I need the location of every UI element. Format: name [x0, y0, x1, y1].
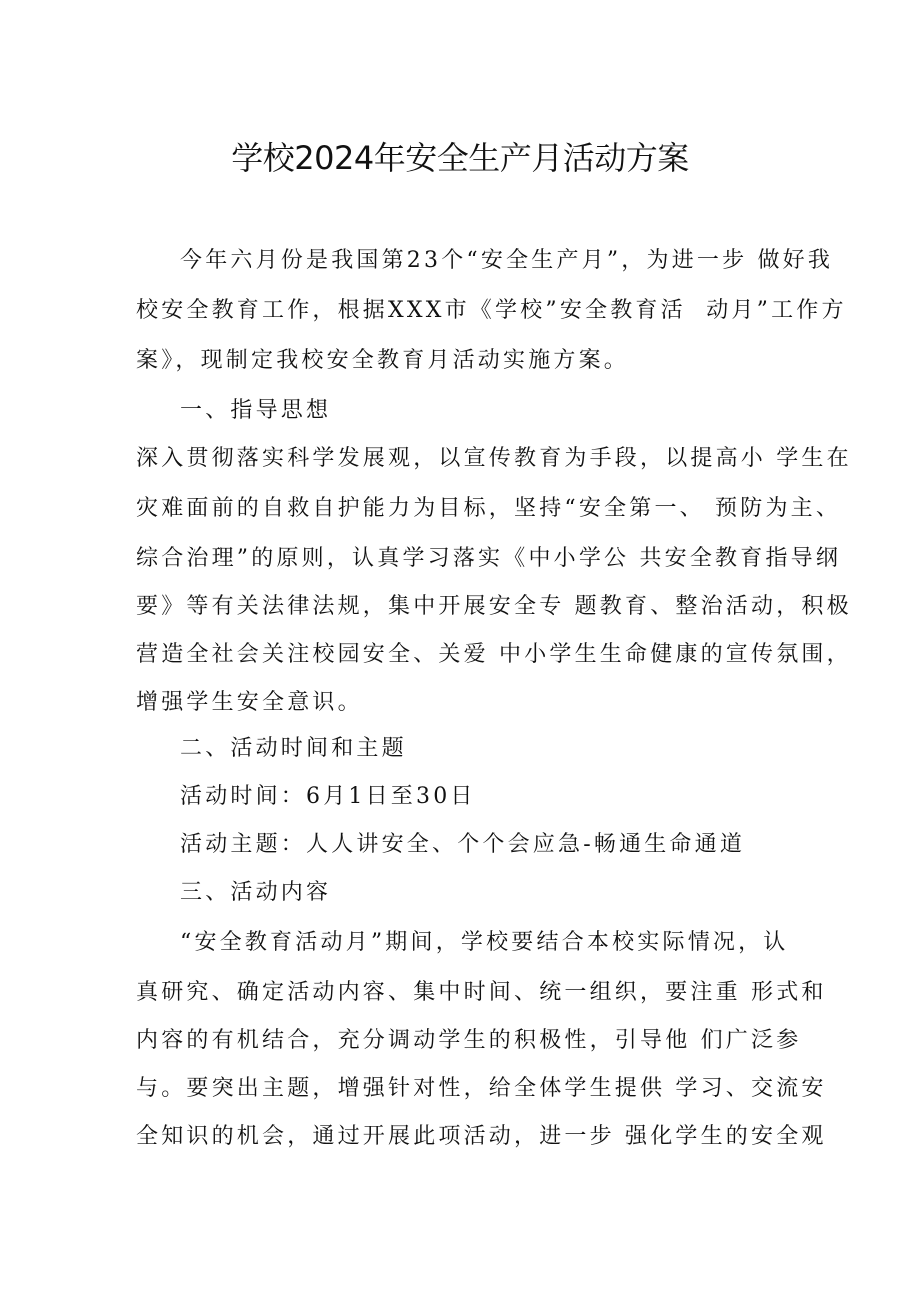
- document-title: 学校2024年安全生产月活动方案: [231, 139, 689, 177]
- text-line: 今年六月份是我国第23个“安全生产月”，为进一步 做好我: [180, 248, 834, 273]
- text-line: 全知识的机会，通过开展此项活动，进一步 强化学生的安全观: [136, 1124, 827, 1149]
- text-line: 灾难面前的自救自护能力为目标，坚持“安全第一、 预防为主、: [136, 496, 842, 521]
- text-line: 综合治理”的原则，认真学习落实《中小学公 共安全教育指导纲: [136, 546, 842, 571]
- text-line: 增强学生安全意识。: [136, 690, 363, 715]
- text-line: 二、活动时间和主题: [180, 736, 407, 761]
- text-line: 真研究、确定活动内容、集中时间、统一组织，要注重 形式和: [136, 980, 827, 1005]
- text-line: 内容的有机结合，充分调动学生的积极性，引导他 们广泛参: [136, 1028, 802, 1053]
- text-line: 营造全社会关注校园安全、关爱 中小学生生命健康的宣传氛围，: [136, 642, 852, 667]
- text-line: 要》等有关法律法规，集中开展安全专 题教育、整治活动，积极: [136, 594, 852, 619]
- text-line: 与。要突出主题，增强针对性，给全体学生提供 学习、交流安: [136, 1076, 827, 1101]
- text-line: 一、指导思想: [180, 398, 332, 423]
- text-line: 深入贯彻落实科学发展观，以宣传教育为手段，以提高小 学生在: [136, 446, 852, 471]
- text-line: 活动时间：6月1日至30日: [180, 784, 476, 809]
- text-line: “安全教育活动月”期间，学校要结合本校实际情况，认: [180, 930, 789, 955]
- text-line: 校安全教育工作，根据XXX市《学校”安全教育活 动月”工作方: [136, 298, 847, 323]
- text-line: 案》，现制定我校安全教育月活动实施方案。: [136, 348, 630, 373]
- text-line: 活动主题：人人讲安全、个个会应急-畅通生命通道: [180, 832, 746, 857]
- text-line: 三、活动内容: [180, 880, 332, 905]
